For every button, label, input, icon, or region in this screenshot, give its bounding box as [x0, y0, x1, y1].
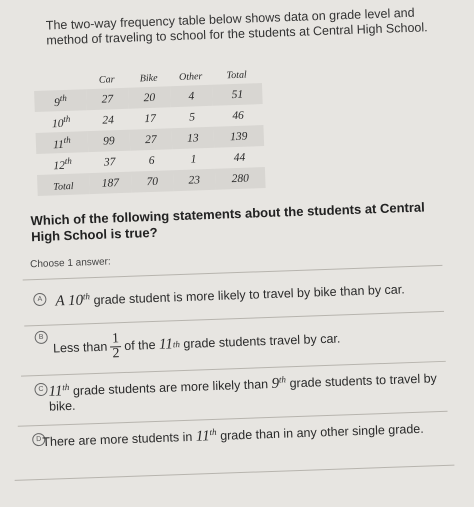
- table-cell: 6: [148, 154, 155, 167]
- table-cell: 5: [189, 110, 196, 124]
- answer-option-d[interactable]: [32, 417, 453, 472]
- option-b-sup: th: [172, 339, 181, 350]
- option-d-grade: 11: [195, 428, 210, 445]
- row-label: 10th: [51, 113, 71, 130]
- table-cell: 23: [173, 169, 216, 191]
- option-a-grade: 10: [67, 292, 84, 310]
- table-cell: 20: [128, 86, 171, 108]
- table-cell: 51: [212, 83, 263, 106]
- table-cell: 1: [190, 152, 197, 166]
- option-d-text: grade than in any other single grade.: [219, 421, 424, 443]
- table-cell: 70: [131, 170, 174, 192]
- row-label: 12th: [53, 155, 72, 172]
- header-car: Car: [98, 73, 115, 86]
- option-b-fraction: $\frac{1}{2}$: [111, 331, 120, 362]
- option-c-sup2: th: [278, 374, 287, 385]
- row-label: Total: [37, 173, 90, 196]
- option-b-pre: Less than: [52, 339, 108, 356]
- option-b-text: grade students travel by car.: [183, 331, 341, 351]
- option-c-grade: 11: [48, 383, 63, 400]
- table-cell: 46: [232, 109, 245, 122]
- option-d-sup: th: [209, 426, 217, 438]
- table-cell: 37: [103, 155, 116, 169]
- table-cell: 27: [86, 88, 129, 110]
- intro-text: The two-way frequency table below shows data on grade level and method of traveling to school for the students at Central High School.: [45, 5, 428, 48]
- header-other: Other: [178, 70, 203, 83]
- table-cell: 13: [171, 127, 214, 149]
- row-label: 11th: [36, 131, 89, 154]
- option-c-mid: grade students are more likely than: [72, 377, 269, 398]
- table-cell: 17: [144, 112, 157, 125]
- question-text: Which of the following statements about the students at Central High School is true?: [30, 199, 425, 245]
- choose-label: Choose 1 answer:: [29, 256, 111, 271]
- option-d-pre: There are more students in: [42, 429, 193, 450]
- option-letter-b: B: [34, 331, 47, 344]
- option-letter-d: D: [32, 433, 45, 446]
- option-b-grade: 11: [158, 336, 174, 353]
- table-cell: 187: [89, 172, 132, 194]
- option-c-grade2: 9: [271, 375, 280, 393]
- option-b-mid: of the: [124, 337, 156, 354]
- header-corner: [33, 71, 86, 91]
- option-a-sup: th: [82, 291, 91, 302]
- option-c-sup: th: [62, 381, 70, 393]
- header-bike: Bike: [139, 72, 158, 84]
- row-label: 9th: [34, 89, 87, 112]
- header-total: Total: [226, 69, 247, 81]
- table-cell: 4: [170, 85, 213, 107]
- option-a-article: A: [55, 293, 65, 310]
- table-cell: 139: [213, 125, 264, 148]
- option-letter-c: C: [34, 383, 47, 396]
- answer-option-c[interactable]: [34, 367, 455, 420]
- answer-option-a[interactable]: [33, 277, 454, 318]
- table-cell: 27: [129, 128, 172, 150]
- option-a-text: grade student is more likely to travel by bike than by car.: [93, 282, 405, 308]
- option-letter-a: A: [33, 293, 46, 306]
- table-cell: 24: [102, 113, 115, 127]
- table-cell: 280: [215, 167, 266, 190]
- option-c-text: grade students to travel by bike.: [48, 371, 438, 414]
- table-cell: 44: [233, 151, 246, 164]
- frequency-table: [33, 65, 265, 196]
- table-cell: 99: [88, 130, 131, 152]
